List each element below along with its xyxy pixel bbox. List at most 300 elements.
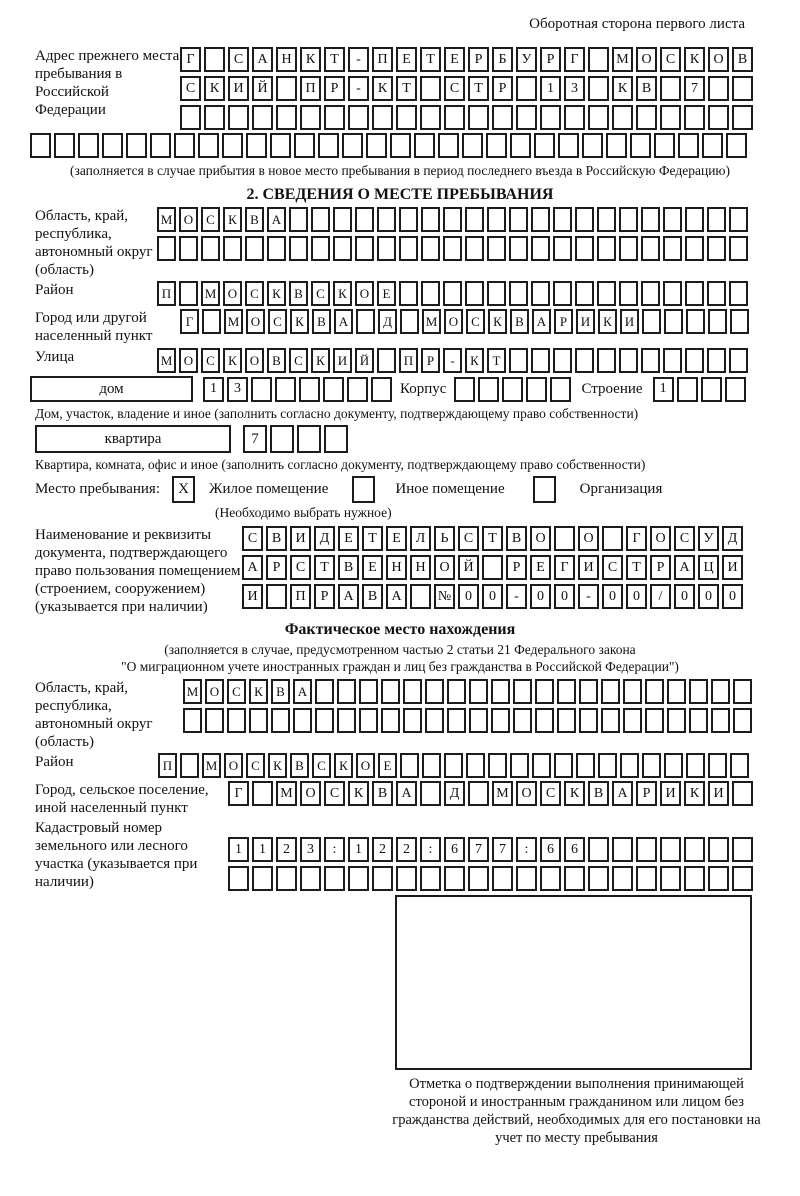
char-box[interactable] [557, 679, 576, 704]
char-box[interactable] [686, 753, 705, 778]
char-box[interactable]: И [578, 555, 599, 580]
char-box[interactable] [400, 753, 419, 778]
char-box[interactable]: М [422, 309, 441, 334]
char-box[interactable] [204, 105, 225, 130]
char-box[interactable] [30, 133, 51, 158]
char-box[interactable]: Р [636, 781, 657, 806]
char-box[interactable]: К [300, 47, 321, 72]
char-box[interactable]: О [578, 526, 599, 551]
char-box[interactable]: М [276, 781, 297, 806]
char-box[interactable]: Т [324, 47, 345, 72]
char-box[interactable] [663, 348, 682, 373]
char-box[interactable] [315, 708, 334, 733]
char-box[interactable] [179, 281, 198, 306]
char-box[interactable] [667, 708, 686, 733]
char-box[interactable] [678, 133, 699, 158]
char-box[interactable]: Е [377, 281, 396, 306]
char-box[interactable] [554, 526, 575, 551]
char-box[interactable] [403, 679, 422, 704]
char-box[interactable] [601, 708, 620, 733]
char-box[interactable] [447, 708, 466, 733]
char-box[interactable]: Е [396, 47, 417, 72]
char-box[interactable]: С [540, 781, 561, 806]
char-box[interactable]: Р [421, 348, 440, 373]
char-box[interactable] [462, 133, 483, 158]
char-box[interactable]: 3 [300, 837, 321, 862]
char-box[interactable] [468, 866, 489, 891]
char-box[interactable] [726, 133, 747, 158]
char-box[interactable]: 1 [348, 837, 369, 862]
char-box[interactable] [645, 679, 664, 704]
char-box[interactable] [708, 105, 729, 130]
char-box[interactable]: К [290, 309, 309, 334]
char-box[interactable]: А [396, 781, 417, 806]
char-box[interactable]: У [516, 47, 537, 72]
char-box[interactable] [355, 207, 374, 232]
char-box[interactable]: А [242, 555, 263, 580]
char-box[interactable] [579, 679, 598, 704]
char-box[interactable]: Г [228, 781, 249, 806]
char-box[interactable] [623, 708, 642, 733]
char-box[interactable]: Д [378, 309, 397, 334]
char-box[interactable]: В [636, 76, 657, 101]
char-box[interactable]: М [157, 207, 176, 232]
char-box[interactable]: Т [487, 348, 506, 373]
char-box[interactable] [645, 708, 664, 733]
char-box[interactable] [311, 236, 330, 261]
char-box[interactable]: А [338, 584, 359, 609]
char-box[interactable]: - [348, 47, 369, 72]
char-box[interactable] [267, 236, 286, 261]
char-box[interactable] [297, 425, 321, 453]
char-box[interactable]: 0 [458, 584, 479, 609]
char-box[interactable] [311, 207, 330, 232]
char-box[interactable] [228, 105, 249, 130]
char-box[interactable] [469, 679, 488, 704]
char-box[interactable]: В [312, 309, 331, 334]
char-box[interactable]: О [516, 781, 537, 806]
char-box[interactable]: В [732, 47, 753, 72]
char-box[interactable] [443, 236, 462, 261]
char-box[interactable]: 0 [698, 584, 719, 609]
char-box[interactable] [299, 377, 320, 402]
char-box[interactable] [478, 377, 499, 402]
char-box[interactable] [685, 281, 704, 306]
char-box[interactable] [708, 753, 727, 778]
char-box[interactable]: Т [420, 47, 441, 72]
char-box[interactable]: С [268, 309, 287, 334]
char-box[interactable] [677, 377, 698, 402]
char-box[interactable] [732, 866, 753, 891]
char-box[interactable] [400, 309, 419, 334]
char-box[interactable]: 6 [444, 837, 465, 862]
char-box[interactable] [422, 753, 441, 778]
char-box[interactable]: О [179, 207, 198, 232]
char-box[interactable] [300, 866, 321, 891]
char-box[interactable] [421, 207, 440, 232]
char-box[interactable]: С [466, 309, 485, 334]
char-box[interactable]: Е [444, 47, 465, 72]
char-box[interactable] [654, 133, 675, 158]
char-box[interactable]: П [157, 281, 176, 306]
char-box[interactable] [318, 133, 339, 158]
char-box[interactable]: Н [386, 555, 407, 580]
char-box[interactable] [465, 207, 484, 232]
char-box[interactable] [636, 866, 657, 891]
char-box[interactable]: А [252, 47, 273, 72]
char-box[interactable] [612, 105, 633, 130]
char-box[interactable]: 7 [468, 837, 489, 862]
char-box[interactable]: В [289, 281, 308, 306]
char-box[interactable]: Р [266, 555, 287, 580]
char-box[interactable]: Й [458, 555, 479, 580]
char-box[interactable] [377, 236, 396, 261]
char-box[interactable] [337, 679, 356, 704]
char-box[interactable] [588, 105, 609, 130]
char-box[interactable] [414, 133, 435, 158]
char-box[interactable]: Й [252, 76, 273, 101]
char-box[interactable]: 0 [602, 584, 623, 609]
char-box[interactable] [348, 866, 369, 891]
char-box[interactable] [245, 236, 264, 261]
char-box[interactable] [550, 377, 571, 402]
char-box[interactable] [324, 425, 348, 453]
char-box[interactable] [732, 76, 753, 101]
char-box[interactable]: О [205, 679, 224, 704]
char-box[interactable]: Б [492, 47, 513, 72]
char-box[interactable] [399, 207, 418, 232]
char-box[interactable] [251, 377, 272, 402]
char-box[interactable] [444, 753, 463, 778]
char-box[interactable] [664, 753, 683, 778]
char-box[interactable] [276, 866, 297, 891]
char-box[interactable] [620, 753, 639, 778]
char-box[interactable]: Е [338, 526, 359, 551]
char-box[interactable] [516, 76, 537, 101]
char-box[interactable] [486, 133, 507, 158]
char-box[interactable] [708, 309, 727, 334]
char-box[interactable] [689, 679, 708, 704]
char-box[interactable]: 6 [540, 837, 561, 862]
char-box[interactable]: Р [540, 47, 561, 72]
char-box[interactable]: Е [362, 555, 383, 580]
char-box[interactable] [270, 425, 294, 453]
char-box[interactable]: О [179, 348, 198, 373]
char-box[interactable] [553, 281, 572, 306]
char-box[interactable] [488, 753, 507, 778]
char-box[interactable]: У [698, 526, 719, 551]
char-box[interactable]: С [602, 555, 623, 580]
char-box[interactable] [443, 281, 462, 306]
char-box[interactable] [732, 781, 753, 806]
char-box[interactable] [377, 207, 396, 232]
char-box[interactable]: И [708, 781, 729, 806]
char-box[interactable] [492, 105, 513, 130]
char-box[interactable] [252, 105, 273, 130]
char-box[interactable] [466, 753, 485, 778]
char-box[interactable]: Т [396, 76, 417, 101]
char-box[interactable] [222, 133, 243, 158]
char-box[interactable] [372, 105, 393, 130]
char-box[interactable] [174, 133, 195, 158]
char-box[interactable] [684, 105, 705, 130]
char-box[interactable] [575, 207, 594, 232]
char-box[interactable] [702, 133, 723, 158]
char-box[interactable]: И [576, 309, 595, 334]
char-box[interactable] [701, 377, 722, 402]
char-box[interactable] [421, 236, 440, 261]
char-box[interactable] [729, 236, 748, 261]
char-box[interactable] [532, 753, 551, 778]
char-box[interactable] [630, 133, 651, 158]
char-box[interactable]: М [224, 309, 243, 334]
char-box[interactable] [294, 133, 315, 158]
char-box[interactable] [642, 753, 661, 778]
char-box[interactable] [266, 584, 287, 609]
char-box[interactable] [597, 348, 616, 373]
char-box[interactable]: О [650, 526, 671, 551]
char-box[interactable] [588, 47, 609, 72]
char-box[interactable]: Д [314, 526, 335, 551]
char-box[interactable]: Р [554, 309, 573, 334]
char-box[interactable] [733, 708, 752, 733]
char-box[interactable] [598, 753, 617, 778]
char-box[interactable] [667, 679, 686, 704]
char-box[interactable] [249, 708, 268, 733]
char-box[interactable]: С [660, 47, 681, 72]
char-box[interactable]: Т [468, 76, 489, 101]
char-box[interactable] [686, 309, 705, 334]
char-box[interactable] [564, 866, 585, 891]
char-box[interactable] [509, 348, 528, 373]
char-box[interactable] [729, 348, 748, 373]
char-box[interactable]: 2 [372, 837, 393, 862]
char-box[interactable]: В [290, 753, 309, 778]
char-box[interactable]: / [650, 584, 671, 609]
char-box[interactable] [660, 837, 681, 862]
char-box[interactable] [202, 309, 221, 334]
char-box[interactable] [641, 207, 660, 232]
char-box[interactable] [289, 236, 308, 261]
char-box[interactable] [276, 76, 297, 101]
char-box[interactable] [516, 105, 537, 130]
char-box[interactable] [707, 281, 726, 306]
char-box[interactable] [447, 679, 466, 704]
char-box[interactable] [509, 207, 528, 232]
char-box[interactable] [597, 281, 616, 306]
char-box[interactable] [619, 236, 638, 261]
char-box[interactable]: О [355, 281, 374, 306]
char-box[interactable] [641, 281, 660, 306]
char-box[interactable]: Ь [434, 526, 455, 551]
char-box[interactable]: 0 [554, 584, 575, 609]
char-box[interactable] [636, 837, 657, 862]
char-box[interactable] [333, 207, 352, 232]
char-box[interactable] [540, 866, 561, 891]
char-box[interactable] [399, 281, 418, 306]
char-box[interactable] [576, 753, 595, 778]
char-box[interactable] [342, 133, 363, 158]
char-box[interactable]: И [660, 781, 681, 806]
char-box[interactable] [157, 236, 176, 261]
char-box[interactable] [201, 236, 220, 261]
char-box[interactable]: К [612, 76, 633, 101]
char-box[interactable] [323, 377, 344, 402]
checkbox-residential[interactable]: X [172, 476, 195, 503]
char-box[interactable]: Е [378, 753, 397, 778]
char-box[interactable] [271, 708, 290, 733]
char-box[interactable]: П [300, 76, 321, 101]
char-box[interactable] [390, 133, 411, 158]
char-box[interactable] [381, 679, 400, 704]
char-box[interactable] [684, 837, 705, 862]
char-box[interactable]: К [564, 781, 585, 806]
char-box[interactable]: С [227, 679, 246, 704]
char-box[interactable]: 1 [228, 837, 249, 862]
char-box[interactable] [337, 708, 356, 733]
char-box[interactable] [396, 105, 417, 130]
char-box[interactable] [425, 708, 444, 733]
char-box[interactable] [468, 105, 489, 130]
char-box[interactable]: А [267, 207, 286, 232]
char-box[interactable]: 3 [564, 76, 585, 101]
char-box[interactable]: И [242, 584, 263, 609]
char-box[interactable] [468, 781, 489, 806]
char-box[interactable]: К [223, 348, 242, 373]
char-box[interactable]: К [684, 781, 705, 806]
char-box[interactable] [179, 236, 198, 261]
char-box[interactable] [733, 679, 752, 704]
char-box[interactable]: С [180, 76, 201, 101]
char-box[interactable]: К [249, 679, 268, 704]
char-box[interactable]: 0 [626, 584, 647, 609]
char-box[interactable] [601, 679, 620, 704]
char-box[interactable] [246, 133, 267, 158]
char-box[interactable] [444, 105, 465, 130]
char-box[interactable] [725, 377, 746, 402]
char-box[interactable] [636, 105, 657, 130]
char-box[interactable]: Р [650, 555, 671, 580]
char-box[interactable]: П [290, 584, 311, 609]
char-box[interactable] [371, 377, 392, 402]
char-box[interactable]: К [598, 309, 617, 334]
char-box[interactable] [660, 76, 681, 101]
char-box[interactable] [623, 679, 642, 704]
char-box[interactable] [420, 76, 441, 101]
char-box[interactable] [553, 348, 572, 373]
char-box[interactable] [535, 679, 554, 704]
char-box[interactable] [381, 708, 400, 733]
char-box[interactable] [509, 236, 528, 261]
char-box[interactable]: М [612, 47, 633, 72]
char-box[interactable] [597, 236, 616, 261]
char-box[interactable] [180, 105, 201, 130]
char-box[interactable] [663, 207, 682, 232]
char-box[interactable] [356, 309, 375, 334]
char-box[interactable] [685, 236, 704, 261]
char-box[interactable] [729, 207, 748, 232]
char-box[interactable]: К [348, 781, 369, 806]
char-box[interactable] [54, 133, 75, 158]
char-box[interactable] [612, 866, 633, 891]
char-box[interactable] [641, 348, 660, 373]
char-box[interactable]: Д [722, 526, 743, 551]
char-box[interactable]: П [158, 753, 177, 778]
char-box[interactable] [711, 679, 730, 704]
char-box[interactable] [465, 236, 484, 261]
char-box[interactable]: К [334, 753, 353, 778]
char-box[interactable]: 3 [227, 377, 248, 402]
char-box[interactable] [588, 837, 609, 862]
char-box[interactable] [597, 207, 616, 232]
checkbox-other-premises[interactable] [352, 476, 375, 503]
char-box[interactable]: 7 [684, 76, 705, 101]
char-box[interactable] [664, 309, 683, 334]
char-box[interactable]: Н [276, 47, 297, 72]
char-box[interactable]: С [458, 526, 479, 551]
char-box[interactable]: Т [314, 555, 335, 580]
char-box[interactable]: Г [554, 555, 575, 580]
char-box[interactable] [730, 753, 749, 778]
char-box[interactable] [492, 866, 513, 891]
char-box[interactable]: М [157, 348, 176, 373]
char-box[interactable] [355, 236, 374, 261]
char-box[interactable] [491, 679, 510, 704]
char-box[interactable]: - [443, 348, 462, 373]
char-box[interactable]: 2 [396, 837, 417, 862]
char-box[interactable] [300, 105, 321, 130]
char-box[interactable] [252, 781, 273, 806]
char-box[interactable]: С [674, 526, 695, 551]
char-box[interactable] [78, 133, 99, 158]
char-box[interactable] [183, 708, 202, 733]
char-box[interactable] [660, 105, 681, 130]
char-box[interactable]: Й [355, 348, 374, 373]
char-box[interactable]: 1 [653, 377, 674, 402]
char-box[interactable] [535, 708, 554, 733]
char-box[interactable] [150, 133, 171, 158]
char-box[interactable]: - [506, 584, 527, 609]
char-box[interactable] [252, 866, 273, 891]
char-box[interactable] [516, 866, 537, 891]
char-box[interactable]: В [362, 584, 383, 609]
char-box[interactable]: : [324, 837, 345, 862]
char-box[interactable] [612, 837, 633, 862]
char-box[interactable]: А [532, 309, 551, 334]
char-box[interactable] [324, 866, 345, 891]
char-box[interactable]: К [268, 753, 287, 778]
char-box[interactable]: В [271, 679, 290, 704]
char-box[interactable]: В [338, 555, 359, 580]
char-box[interactable]: В [510, 309, 529, 334]
char-box[interactable]: Д [444, 781, 465, 806]
char-box[interactable] [421, 281, 440, 306]
char-box[interactable]: - [348, 76, 369, 101]
char-box[interactable]: С [311, 281, 330, 306]
char-box[interactable]: С [228, 47, 249, 72]
char-box[interactable]: И [228, 76, 249, 101]
char-box[interactable]: А [293, 679, 312, 704]
char-box[interactable]: Н [410, 555, 431, 580]
char-box[interactable] [420, 866, 441, 891]
char-box[interactable]: С [289, 348, 308, 373]
char-box[interactable] [711, 708, 730, 733]
char-box[interactable] [730, 309, 749, 334]
char-box[interactable] [557, 708, 576, 733]
char-box[interactable] [289, 207, 308, 232]
char-box[interactable]: О [224, 753, 243, 778]
char-box[interactable]: Л [410, 526, 431, 551]
